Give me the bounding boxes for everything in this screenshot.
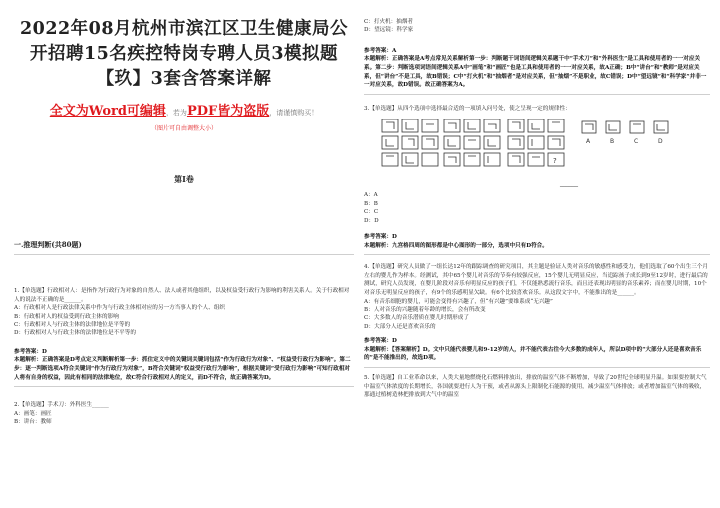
question-text: 3.【单选题】从四个选项中选择最合适的一项填入问号处，使之呈现一定的规律性： [364, 105, 571, 112]
right-column [364, 0, 710, 400]
option: B：B [364, 200, 378, 207]
answer-analysis: 本题解析：【答案解析】D。文中只能代表婴儿和9-12岁的人，并不能代表古往今大多数的成年人，所以D项中的“大部分人还是喜欢音乐的”是不能推出的，故选D项。 [364, 346, 702, 362]
question-3 [364, 105, 710, 250]
reference-answer: 参考答案：D [364, 338, 397, 345]
subtitle: （图片可自由调整大小） [150, 125, 217, 132]
question-text: 5.【单选题】自工业革命以来，人类大量地燃烧化石燃料排放出，排放的温室气体不断增加，导致了20世纪全球明显升温。如果要控制大气中温室气体浓度的长期增长，各国就要进行人为干预，或者从源头上限制化石能源的使用，减少温室气体排放；或者增加温室气体的吸收，那通过植树造林把排放到大气中的温室 [364, 374, 707, 399]
reference-answer: 参考答案：D [364, 234, 397, 240]
option: A：行政相对人是行政法律关系中作为与行政主体相对应的另一方当事人的个人、组织 [14, 305, 226, 312]
left-column [14, 0, 354, 427]
question-2 [14, 401, 354, 426]
answer-analysis: 本题解析：九宫格四周的图形都是中心图形的一部分，选项中只有D符合。 [364, 242, 548, 249]
option: B：行政相对人的权益受到行政主体的影响 [14, 313, 119, 320]
divider [14, 386, 354, 387]
question-5 [364, 374, 710, 400]
option: D：望远镜：科学家 [364, 27, 414, 34]
volume-heading: 第I卷 [174, 174, 194, 184]
figure-puzzle [364, 119, 710, 187]
option: B：人对音乐的兴趣随着年龄的增长，会有所改变 [364, 306, 486, 313]
question-1 [14, 287, 354, 382]
section-heading: 一.推理判断(共80题) [14, 240, 82, 249]
reference-answer: 参考答案：D [14, 348, 47, 355]
option: A：有音乐细胞的婴儿，可能会变得有兴趣了，但“有兴趣”要维系成“无兴趣” [364, 298, 553, 305]
option: C：打火机：抽烟者 [364, 19, 414, 25]
option-label-c: C [634, 138, 639, 146]
divider [364, 254, 710, 255]
option: C：大多数人的音乐潜质在婴儿时期形成了 [364, 315, 469, 322]
option: D：D [364, 217, 379, 224]
svg-text:?: ? [553, 157, 557, 166]
option-label-a: A [586, 138, 591, 146]
question-4 [364, 263, 710, 363]
option: C：C [364, 209, 379, 216]
answer-analysis: 本题解析：正确答案是D考点定义判断解析第一步：抓住定义中的关键词关键词包括“作为行政行为对象”、“权益受行政行为影响”。第二步：逐一判断选项A符合关键词“作为行政行为对象”，B符合关键词“权益受行政行为影响”，根据关键词“受行政行为影响”可知行政相对人将有自身的权益，因此有相同的法律地位，故C符合行政相对人的定义，而D不符合，故正确答案为D。 [14, 357, 351, 381]
option-label-b: B [610, 138, 615, 146]
option: A：A [364, 192, 378, 199]
answer-blank: ______ [560, 180, 578, 188]
divider [14, 254, 354, 255]
copyright-banner: 全文为Word可编辑，若为PDF皆为盗版，请谨慎购买！ [49, 104, 319, 119]
document-title: 2022年08月杭州市滨江区卫生健康局公开招聘15名疾控特岗专聘人员3模拟题【玖】3套含答案详解 [19, 19, 349, 89]
banner-word-notice: 全文为Word可编辑 [49, 104, 166, 119]
option-label-d: D [658, 138, 663, 146]
answer-analysis: 本题解析：正确答案是A考点常见关系解析第一步：判断题干词语间逻辑关系题干中“手术刀”和“外科医生”是工具和使用者的一一对应关系。第二步：判断选项词语间逻辑关系A中“画笔”和“画匠”也是工具和使用者的一一对应关系，故A正确；B中“讲台”和“教师”是对应关系，但“讲台”不是工具，故B错误；C中“打火机”和“抽烟者”是对应关系，但“抽烟”不是职业，故C错误；D中“望远镜”和“科学家”并非一一对应关系，故D错误。故正确答案为A。 [364, 56, 707, 89]
option: C：行政相对人与行政主体的法律地位是平等的 [14, 322, 131, 328]
option: B：讲台：教师 [14, 419, 52, 426]
question-text: 2.【单选题】手术刀：外科医生______ [14, 402, 109, 409]
question-text: 1.【单选题】行政相对人：是指作为行政行为对象的自然人、法人或者其他组织，以及权益受行政行为影响的利害关系人。关于行政相对人的说法不正确的是______。 [14, 288, 350, 303]
question-text: 4.【单选题】研究人员做了一组长达12年的跟踪调查的研究项目，其主题是验证人类对音乐的敏感性和感受力，他们选取了60个出生三个月左右的婴儿作为样本。经测试，其中65个婴儿对音乐的节奏有较强反应，15个婴儿无明显反应，当追踪孩子成长到9至12岁时，进行最后的测试，研究人员发现，在婴儿阶段对音乐有明显反应的孩子们，不仅能熟悉流行音乐，而且还表现出明显的音乐素养；而在婴儿时期，10个对音乐无明显反应的孩子，有9个的乐感明显欠缺。有6个比较喜欢音乐。从这段文字中，不能推出的是______。 [364, 264, 709, 296]
reference-answer: 参考答案：A [364, 47, 397, 54]
option: D：大部分人还是喜欢音乐的 [364, 323, 436, 330]
divider [364, 94, 710, 95]
divider [364, 367, 710, 368]
option: D：行政相对人与行政主体的法律地位是不平等的 [14, 330, 136, 337]
banner-pdf-notice: PDF皆为盗版 [186, 104, 270, 119]
option: A：画笔：画匠 [14, 410, 52, 417]
